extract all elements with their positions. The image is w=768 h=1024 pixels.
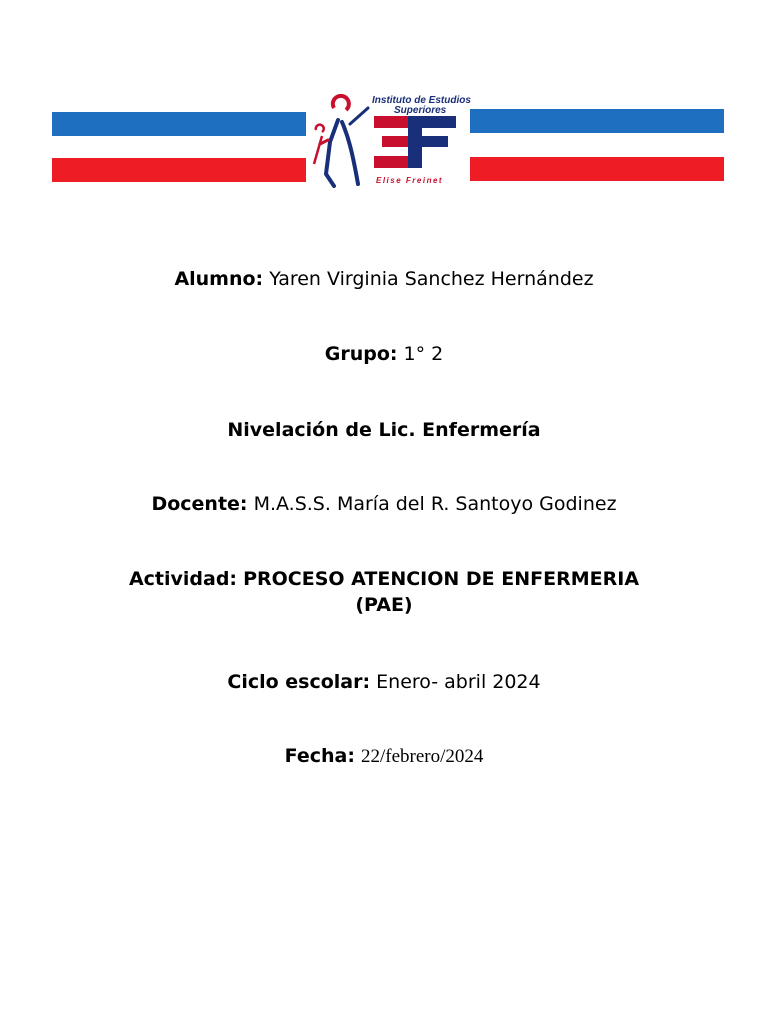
actividad-value-line2: (PAE) xyxy=(355,594,413,616)
actividad-label: Actividad: xyxy=(128,568,238,590)
fecha-row xyxy=(0,743,768,770)
fecha-value: 22/febrero/2024 xyxy=(360,746,484,767)
docente-label: Docente: xyxy=(151,493,248,515)
logo-title-line1: Instituto de Estudios xyxy=(372,95,471,106)
ciclo-label: Ciclo escolar: xyxy=(227,671,371,693)
logo-title-line2: Superiores xyxy=(394,105,447,116)
nivelacion-row xyxy=(0,417,768,443)
institute-logo xyxy=(308,94,471,190)
nivelacion-title: Nivelación de Lic. Enfermería xyxy=(227,419,541,441)
alumno-value: Yaren Virginia Sanchez Hernández xyxy=(269,268,594,290)
docente-row xyxy=(0,491,768,517)
actividad-row xyxy=(0,566,768,618)
ciclo-row xyxy=(0,669,768,695)
left-red-stripe xyxy=(52,158,306,182)
ciclo-value: Enero- abril 2024 xyxy=(376,671,541,693)
left-blue-stripe xyxy=(52,112,306,136)
grupo-label: Grupo: xyxy=(324,343,398,365)
grupo-row xyxy=(0,341,768,367)
docente-value: M.A.S.S. María del R. Santoyo Godinez xyxy=(253,493,617,515)
alumno-label: Alumno: xyxy=(174,268,264,290)
alumno-row xyxy=(0,266,768,292)
right-blue-stripe xyxy=(470,109,724,133)
right-red-stripe xyxy=(470,157,724,181)
actividad-value-line1: PROCESO ATENCION DE ENFERMERIA xyxy=(243,568,640,590)
fecha-label: Fecha: xyxy=(284,745,355,767)
grupo-value: 1° 2 xyxy=(403,343,444,365)
logo-subtitle: Elise Freinet xyxy=(376,176,444,185)
